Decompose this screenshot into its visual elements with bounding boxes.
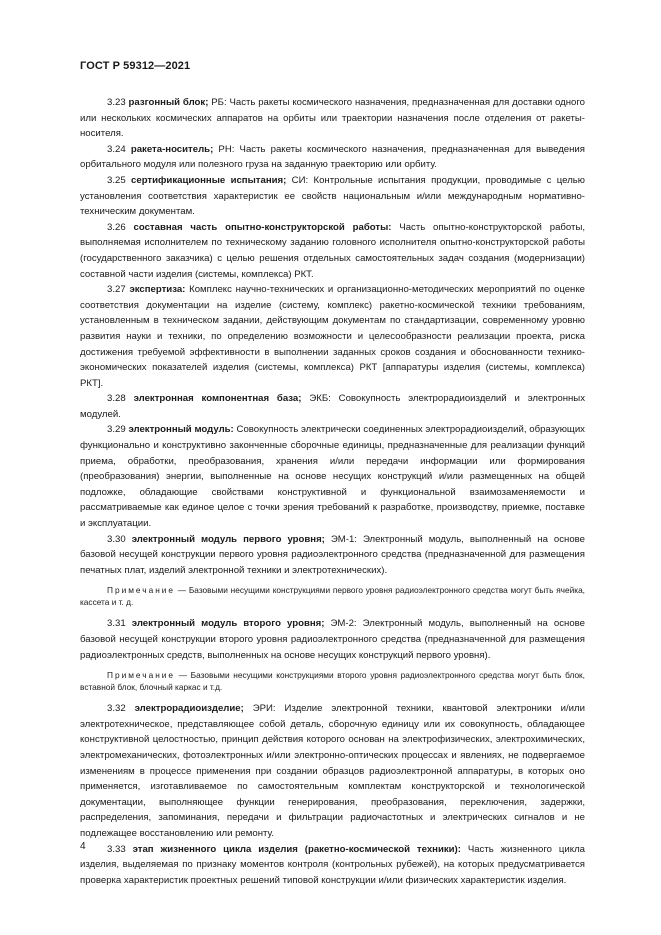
entry-body: ЭРИ: Изделие электронной техники, квантовой электроники и/или электротехническое, представляющее собой деталь, сборочную единицу или их совокупность, обладающее конструктивной целостностью, принцип действия которого основан на электрофизических, электрохимических, электромеханических, фотоэлектронных и/или электронно-оптических процессах и явлениях, не подвергаемое изменениям в процессе применения при создании образцов радиоэлектронной аппаратуры, в которых оно применяется, изготавливаемое по самостоятельным комплектам конструкторской и технологической документации, выполняющее функции генерирования, преобразования, переключения, задержки, распределения, запоминания, передачи и фильтрации радиочастотных и электрических сигналов и не подлежащее восстановлению или ремонту. [80,703,585,839]
page-number: 4 [80,841,86,852]
entry-body: Часть опытно-конструкторской работы, выполняемая исполнителем по техническому заданию головного исполнителя опытно-конструкторской работы (государственного заказчика) с целью решения отдельных самостоятельных задач создания (модернизации) составной части изделия (системы, комплекса) РКТ. [80,221,586,280]
definition-entry [80,701,585,841]
entry-term: электронный модуль: [128,424,234,436]
entry-body: Комплекс научно-технических и организационно-методических мероприятий по оценке соответствия документации на изделие (систему, комплекс) ракетно-космической техники требованиям, установленным в техническом задании, действующим документам по стандартизации, современному уровню развития науки и техники, по определению возможности и целесообразности реализации проекта, риска достижения требуемой эффективности в выполнении заданных сроков создания и обоснованности технико-экономических показателей изделия (системы, комплекса) РКТ [аппаратуры изделия (системы, комплекса) РКТ]. [80,284,585,389]
entry-body: Часть жизненного цикла изделия, выделяемая по признаку моментов контроля (контрольных рубежей), на которых предусматривается проверка характеристик проектных решений типовой конструкции и/или физических характеристик изделия. [80,843,585,886]
entry-term: экспертиза: [129,284,186,296]
entry-term: электронный модуль второго уровня; [131,618,325,630]
entry-body: Совокупность электрически соединенных электрорадиоизделий, образующих функционально и конструктивно законченные сборочные единицы, предназначенные для реализации функций приема, обработки, преобразования, хранения и/или передачи информации или формирования (преобразования) энергии, выполненные на основе несущих конструкций и/или размещенных на общей подложке, обладающие свойствами конструктивной и функциональной взаимозаменяемости и рассматриваемые как единое целое с точки зрения требований к разработке, производству, приемке, поставке и эксплуатации. [80,424,585,530]
entry-term: электронная компонентная база; [133,393,302,405]
entry-body: ЭКБ: Совокупность электрорадиоизделий и электронных модулей. [80,393,586,420]
entry-term: электронный модуль первого уровня; [131,533,325,545]
entry-number: 3.31 [107,618,126,630]
note-text: — Базовыми несущими конструкциями первого уровня радиоэлектронного средства могут быть ячейка, кассета и т. д. [80,585,585,608]
entry-number: 3.24 [107,143,126,155]
entry-term: электрорадиоизделие; [134,703,244,715]
definition-entry [80,532,585,579]
definition-entry [80,391,585,422]
note-paragraph [80,584,585,608]
definition-entry [80,616,585,663]
note-text: — Базовыми несущими конструкциями второго уровня радиоэлектронного средства могут быть блок, вставной блок, блочный каркас и т.д. [80,670,585,693]
definition-entry [80,282,585,391]
note-label: Примечание [107,585,176,596]
entry-number: 3.29 [107,424,126,436]
entry-term: сертификационные испытания; [131,174,287,186]
entry-number: 3.27 [107,284,126,296]
entry-body: ЭМ-2: Электронный модуль, выполненный на основе базовой несущей конструкции второго уровня радиоэлектронного средства (предназначенной для размещения радиоэлектронных средств, выполненных на основе несущих конструкций первого уровня). [80,618,585,661]
entry-term: ракета-носитель; [130,143,214,155]
definition-entry [80,842,585,889]
entry-body: РН: Часть ракеты космического назначения, предназначенная для выведения орбитального модуля или полезного груза на заданную траекторию или орбиту. [80,143,585,171]
entry-term: составная часть опытно-конструкторской работы: [133,221,392,233]
entry-number: 3.26 [107,221,126,233]
entry-term: этап жизненного цикла изделия (ракетно-космической техники): [132,843,461,855]
entry-number: 3.32 [107,703,126,715]
entry-number: 3.23 [107,97,126,108]
note-paragraph [80,669,585,693]
definitions-list [80,95,585,888]
entry-term: разгонный блок; [128,97,209,108]
definition-entry [80,220,585,282]
entry-number: 3.30 [107,533,126,545]
entry-body: СИ: Контрольные испытания продукции, проводимые с целью установления соответствия характеристик ее свойств национальным и/или международным нормативно-техническим документам. [80,174,585,218]
entry-number: 3.25 [107,174,126,186]
note-label: Примечание [107,670,176,681]
standard-header: ГОСТ Р 59312—2021 [80,60,191,72]
entry-number: 3.28 [107,393,126,405]
definition-entry [80,95,585,142]
entry-body: ЭМ-1: Электронный модуль, выполненный на основе базовой несущей конструкции первого уровня радиоэлектронного средства (предназначенной для размещения печатных плат, изделий электронной техники и электротехнических). [80,533,586,576]
definition-entry [80,422,585,531]
entry-body: РБ: Часть ракеты космического назначения, предназначенная для доставки одного или нескольких космических аппаратов на орбиты или траектории назначения после отделения от ракеты-носителя. [80,97,586,140]
definition-entry [80,142,585,173]
entry-number: 3.33 [107,843,126,855]
definition-entry [80,173,585,220]
